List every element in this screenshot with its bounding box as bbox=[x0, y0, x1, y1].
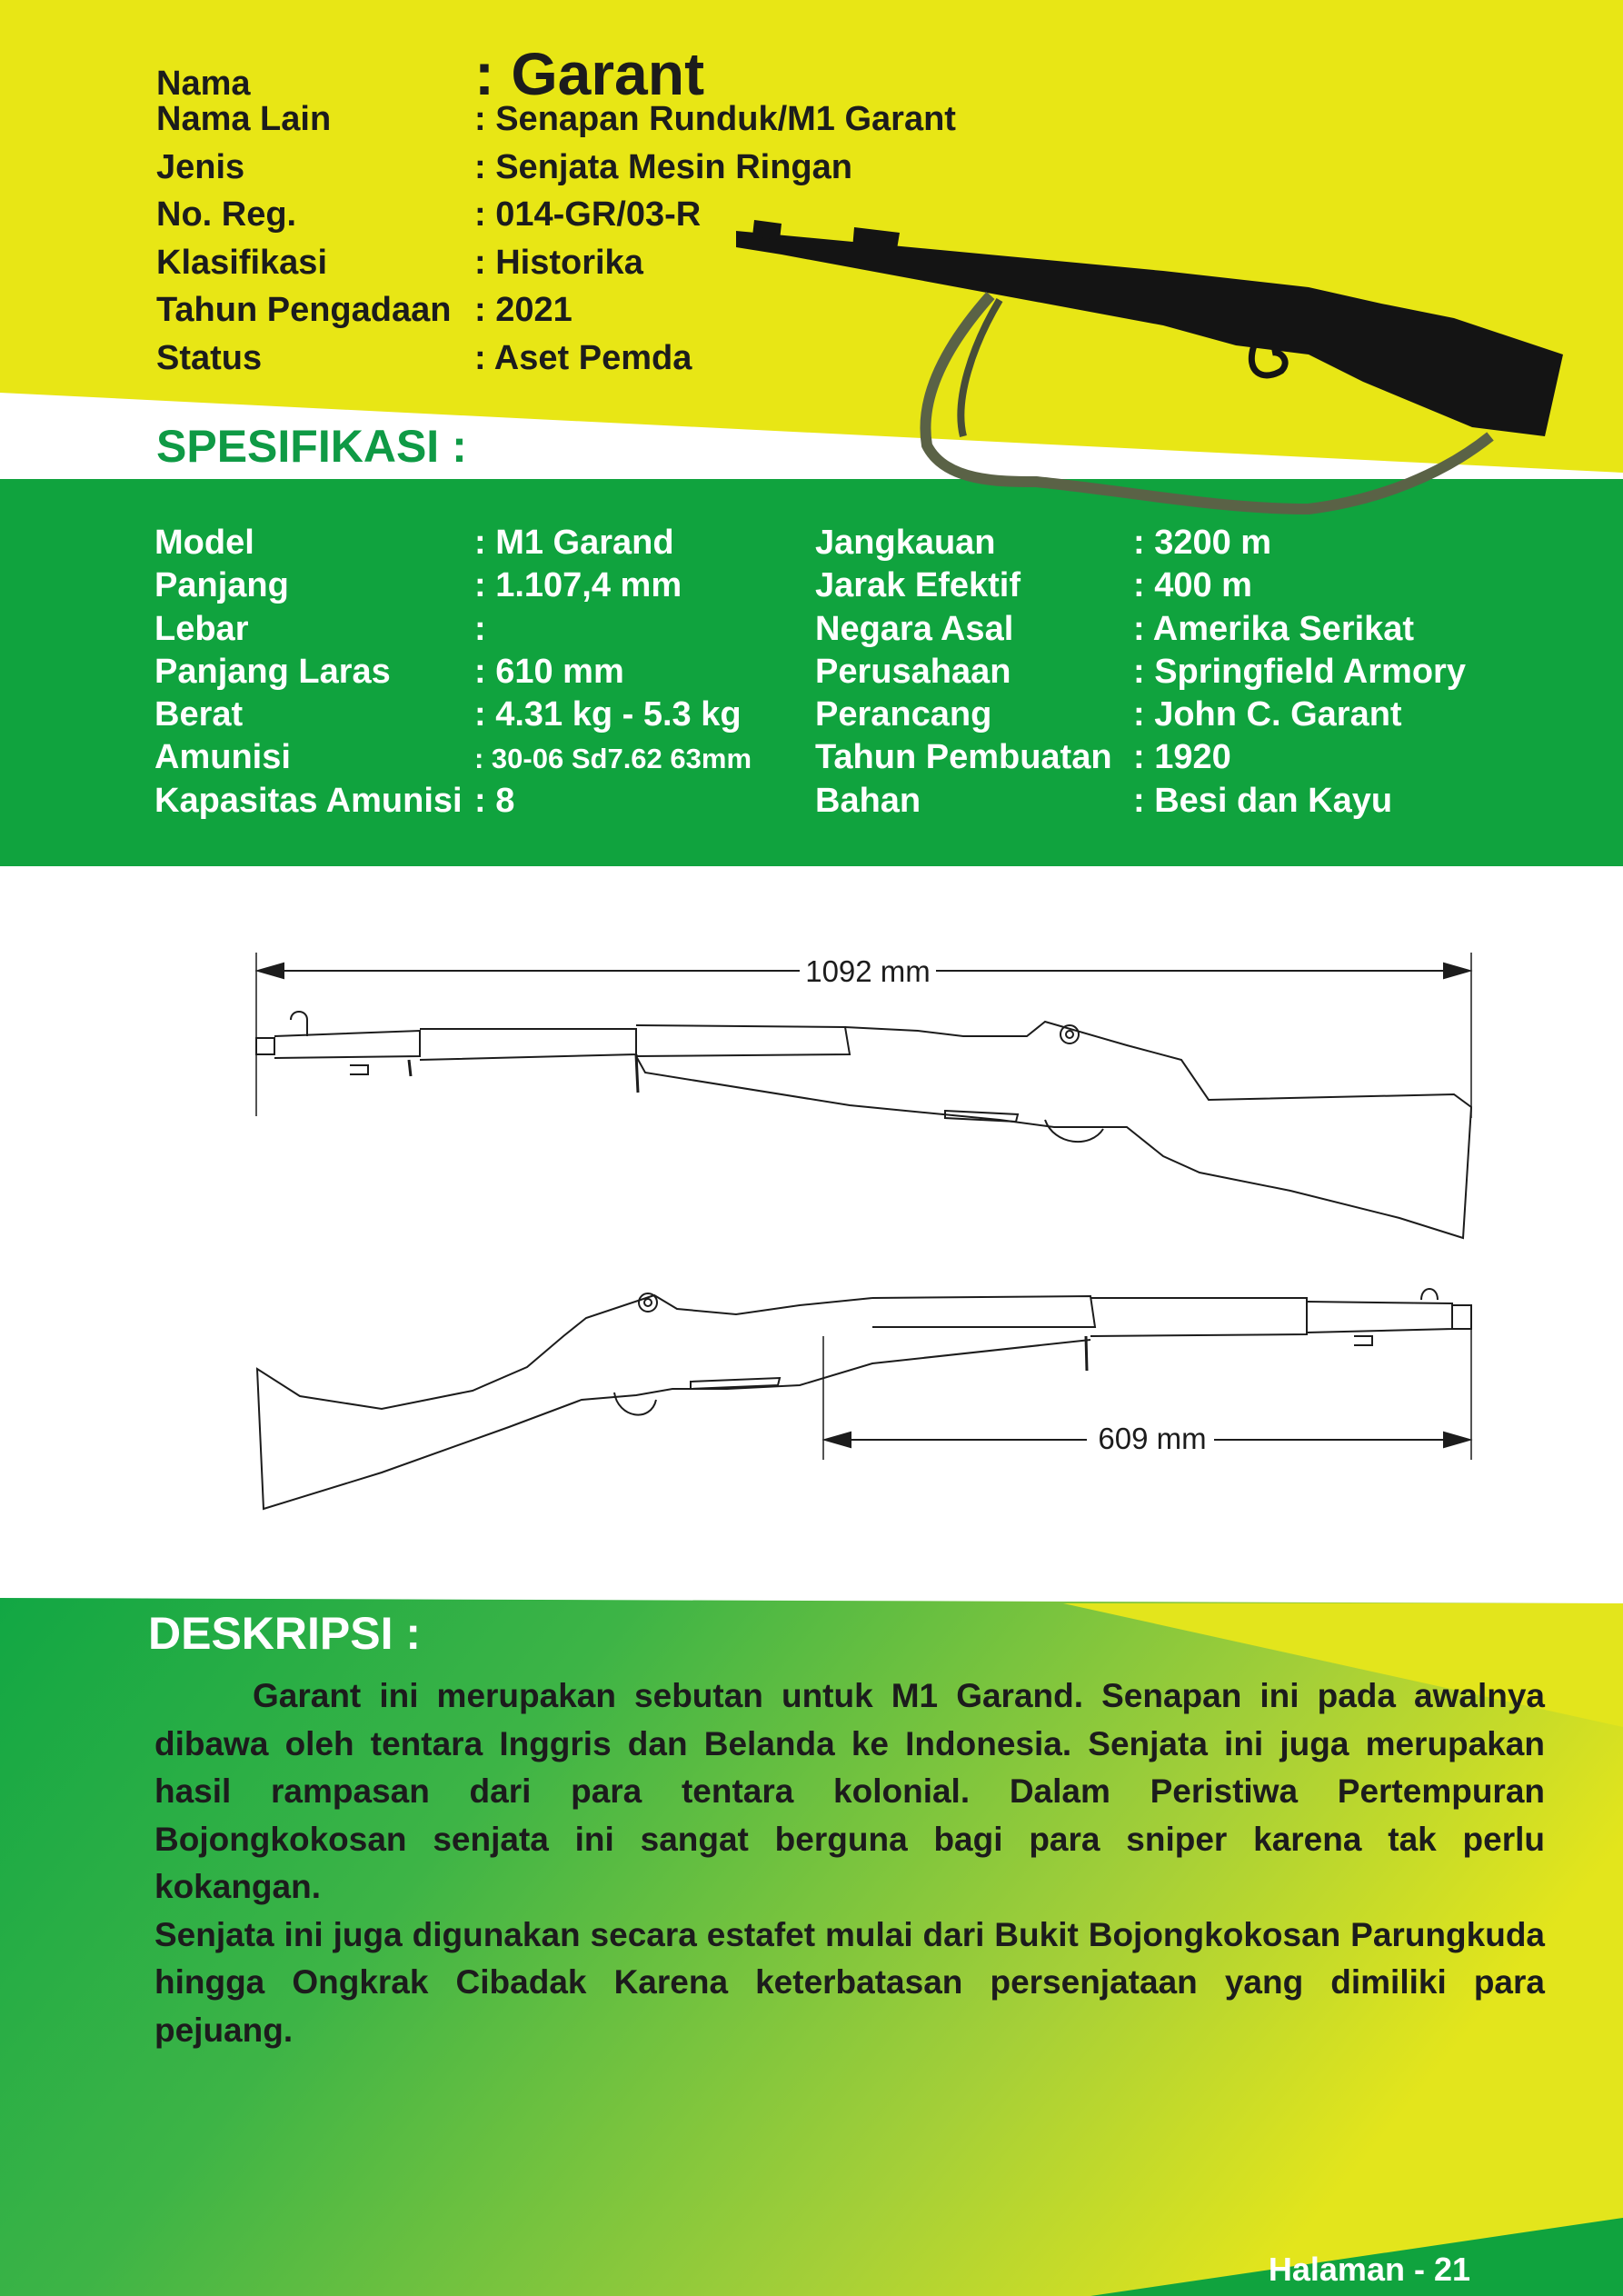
spec-right-column bbox=[815, 524, 1466, 824]
identity-row bbox=[156, 195, 974, 244]
identity-value: : 014-GR/03-R bbox=[474, 195, 702, 234]
spec-row bbox=[815, 695, 1466, 738]
identity-block bbox=[156, 40, 974, 386]
identity-value: : 2021 bbox=[474, 291, 573, 329]
identity-label: Klasifikasi bbox=[156, 243, 327, 282]
spec-value: : Springfield Armory bbox=[1133, 652, 1466, 691]
description-paragraph: Senjata ini juga digunakan secara estafet mulai dari Bukit Bojongkokosan Parungkuda hingga Ongkrak Cibadak Karena keterbatasan persenjataan yang dimiliki para pejuang. bbox=[154, 1915, 1545, 2049]
spec-row bbox=[154, 738, 752, 781]
spec-value: : 8 bbox=[474, 781, 515, 820]
description-section-title: DESKRIPSI : bbox=[148, 1608, 422, 1659]
identity-row bbox=[156, 244, 974, 292]
spec-label: Model bbox=[154, 524, 254, 562]
identity-row bbox=[156, 148, 974, 196]
identity-label: Nama bbox=[156, 65, 251, 103]
spec-left-column bbox=[154, 524, 752, 824]
identity-value: : Senapan Runduk/M1 Garant bbox=[474, 100, 956, 138]
spec-label: Jangkauan bbox=[815, 524, 996, 562]
spec-label: Panjang Laras bbox=[154, 652, 391, 691]
identity-row bbox=[156, 291, 974, 339]
identity-label: Nama Lain bbox=[156, 100, 332, 138]
spec-label: Tahun Pembuatan bbox=[815, 738, 1112, 777]
identity-label: Status bbox=[156, 338, 263, 377]
identity-label: Tahun Pengadaan bbox=[156, 291, 452, 329]
weapon-name: : Garant bbox=[474, 40, 705, 107]
spec-row bbox=[815, 524, 1466, 566]
description-body bbox=[154, 1672, 1545, 2054]
spec-value: : John C. Garant bbox=[1133, 695, 1402, 734]
spec-row bbox=[815, 653, 1466, 695]
spec-row bbox=[815, 782, 1466, 824]
spec-value: : bbox=[474, 609, 486, 648]
identity-label: Jenis bbox=[156, 147, 245, 186]
spec-value: : M1 Garand bbox=[474, 524, 674, 562]
spec-value: : 3200 m bbox=[1133, 524, 1272, 562]
spec-label: Panjang bbox=[154, 566, 289, 605]
spec-value: : 30-06 Sd7.62 63mm bbox=[474, 743, 752, 775]
spec-row bbox=[154, 566, 752, 609]
spec-row bbox=[154, 782, 752, 824]
identity-row bbox=[156, 100, 974, 148]
spec-row bbox=[154, 653, 752, 695]
overall-length-label: 1092 mm bbox=[805, 954, 931, 988]
rifle-dimension-drawing bbox=[0, 909, 1623, 1563]
identity-row bbox=[156, 40, 974, 107]
identity-value: : Senjata Mesin Ringan bbox=[474, 147, 852, 186]
spec-value: : Amerika Serikat bbox=[1133, 609, 1415, 648]
description-paragraph: Garant ini merupakan sebutan untuk M1 Garand. Senapan ini pada awalnya dibawa oleh tentara Inggris dan Belanda ke Indonesia. Senjata ini juga merupakan hasil rampasan dari para tentara kolonial. Dalam Peristiwa Pertempuran Bojongkokosan senjata ini sangat berguna bagi para sniper karena tak perlu kokangan. bbox=[154, 1677, 1545, 1905]
spec-label: Perusahaan bbox=[815, 652, 1011, 691]
spec-row bbox=[815, 566, 1466, 609]
spec-label: Jarak Efektif bbox=[815, 566, 1021, 605]
spec-section-title: SPESIFIKASI : bbox=[156, 421, 467, 472]
spec-value: : 1.107,4 mm bbox=[474, 566, 682, 605]
identity-value: : Historika bbox=[474, 243, 643, 282]
spec-row bbox=[154, 524, 752, 566]
spec-value: : 610 mm bbox=[474, 652, 624, 691]
spec-value: : Besi dan Kayu bbox=[1133, 781, 1393, 820]
identity-row bbox=[156, 339, 974, 387]
spec-label: Amunisi bbox=[154, 738, 291, 777]
spec-label: Kapasitas Amunisi bbox=[154, 781, 463, 820]
spec-value: : 1920 bbox=[1133, 738, 1231, 777]
spec-label: Perancang bbox=[815, 695, 992, 734]
identity-value: : Aset Pemda bbox=[474, 338, 692, 377]
spec-value: : 4.31 kg - 5.3 kg bbox=[474, 695, 742, 734]
spec-row bbox=[815, 738, 1466, 781]
spec-value: : 400 m bbox=[1133, 566, 1252, 605]
spec-label: Berat bbox=[154, 695, 244, 734]
spec-label: Bahan bbox=[815, 781, 921, 820]
spec-label: Negara Asal bbox=[815, 609, 1014, 648]
spec-row bbox=[154, 610, 752, 653]
spec-row bbox=[815, 610, 1466, 653]
spec-label: Lebar bbox=[154, 609, 249, 648]
barrel-length-label: 609 mm bbox=[1098, 1422, 1207, 1455]
page-number: Halaman - 21 bbox=[1268, 2251, 1470, 2288]
spec-row bbox=[154, 695, 752, 738]
identity-label: No. Reg. bbox=[156, 195, 297, 234]
